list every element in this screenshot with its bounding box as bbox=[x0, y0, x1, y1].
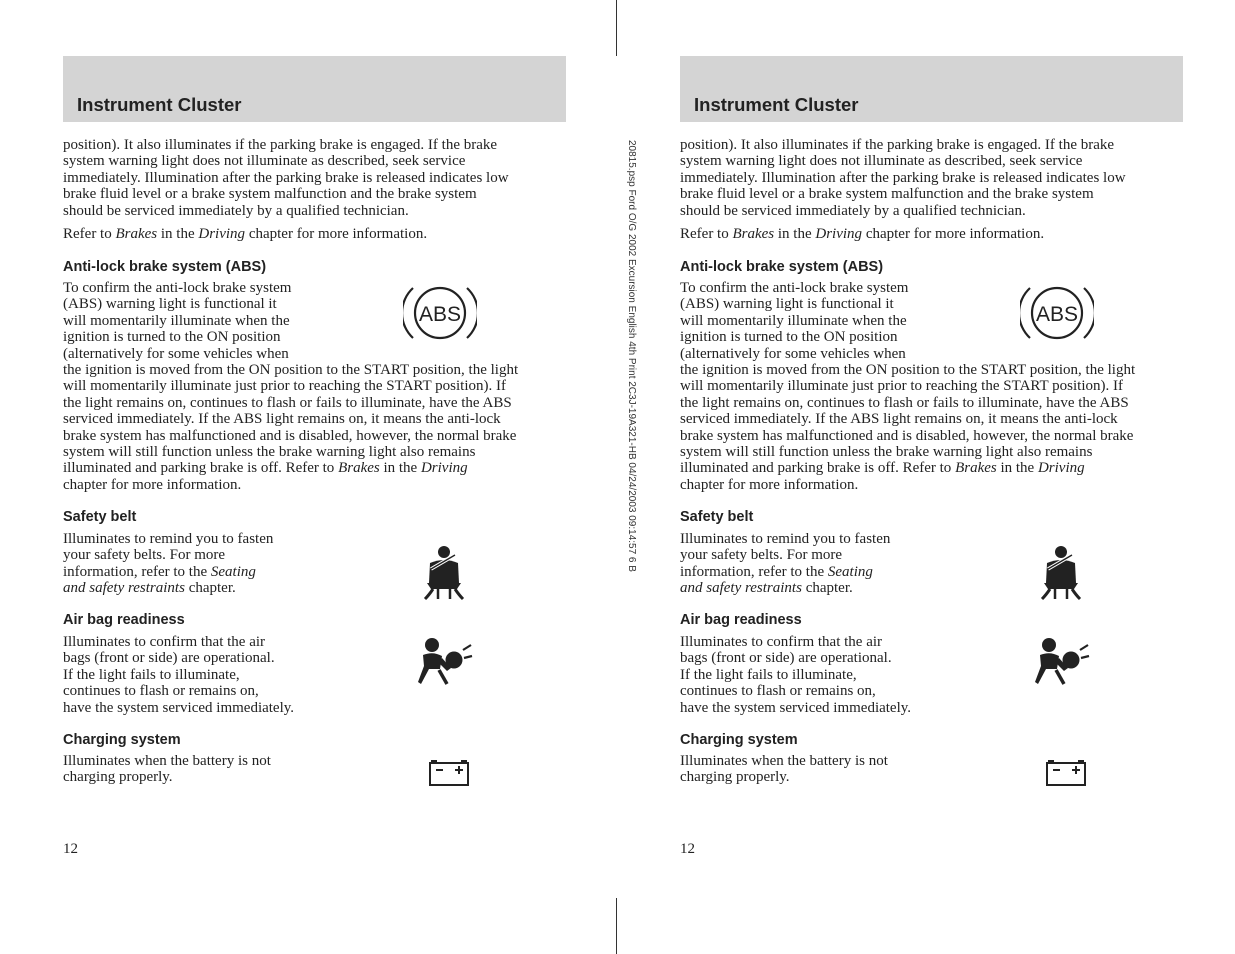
abs-warning-icon bbox=[1020, 282, 1094, 344]
airbag-heading: Air bag readiness bbox=[680, 612, 802, 628]
section-header bbox=[63, 56, 566, 122]
refer-paragraph: Refer to Brakes in the Driving chapter for more information. bbox=[63, 226, 428, 242]
abs-icon-label: ABS bbox=[1035, 303, 1079, 326]
abs-heading: Anti-lock brake system (ABS) bbox=[63, 259, 267, 275]
abs-heading: Anti-lock brake system (ABS) bbox=[680, 259, 884, 275]
charging-heading: Charging system bbox=[63, 732, 181, 748]
battery-icon bbox=[428, 758, 470, 788]
abs-paragraph: To confirm the anti-lock brake system (ABS) warning light is functional it will momentarily illuminate when the ignition is turned to the ON position (alternatively for some vehicles when the ignition is moved from the ON position to the START position, the light will momentarily illuminate just prior to reaching the START position). If the light remains on, continues to flash or fails to illuminate, have the ABS serviced immediately. If the ABS light remains on, it means the anti-lock brake system has malfunctioned and is disabled, however, the normal brake system will still function unless the brake warning light also remains illuminated and parking brake is off. Refer to Brakes in the Driving chapter for more information. bbox=[63, 280, 519, 493]
safety-belt-heading: Safety belt bbox=[63, 509, 137, 525]
abs-warning-icon bbox=[403, 282, 477, 344]
crop-mark-top bbox=[616, 0, 617, 56]
section-title: Instrument Cluster bbox=[77, 94, 242, 115]
page-number: 12 bbox=[680, 841, 695, 857]
page-right bbox=[680, 0, 1183, 954]
airbag-paragraph: Illuminates to confirm that the air bags (front or side) are operational. If the light fails to illuminate, continues to flash or remains on, have the system serviced immediately. bbox=[680, 634, 912, 716]
safety-belt-paragraph: Illuminates to remind you to fasten your safety belts. For more information, refer to the Seating and safety restraints chapter. bbox=[680, 531, 891, 597]
page-left bbox=[63, 0, 566, 954]
seatbelt-icon bbox=[1036, 543, 1086, 601]
section-header bbox=[680, 56, 1183, 122]
safety-belt-paragraph: Illuminates to remind you to fasten your safety belts. For more information, refer to the Seating and safety restraints chapter. bbox=[63, 531, 274, 597]
battery-icon bbox=[1045, 758, 1087, 788]
airbag-icon bbox=[1034, 636, 1090, 686]
intro-paragraph: position). It also illuminates if the parking brake is engaged. If the brake system warning light does not illuminate as described, seek service immediately. Illumination after the parking brake is released indicates low brake fluid level or a brake system malfunction and the brake system should be serviced immediately by a qualified technician. bbox=[63, 137, 509, 219]
intro-paragraph: position). It also illuminates if the parking brake is engaged. If the brake system warning light does not illuminate as described, seek service immediately. Illumination after the parking brake is released indicates low brake fluid level or a brake system malfunction and the brake system should be serviced immediately by a qualified technician. bbox=[680, 137, 1126, 219]
abs-paragraph: To confirm the anti-lock brake system (ABS) warning light is functional it will momentarily illuminate when the ignition is turned to the ON position (alternatively for some vehicles when the ignition is moved from the ON position to the START position, the light will momentarily illuminate just prior to reaching the START position). If the light remains on, continues to flash or fails to illuminate, have the ABS serviced immediately. If the ABS light remains on, it means the anti-lock brake system has malfunctioned and is disabled, however, the normal brake system will still function unless the brake warning light also remains illuminated and parking brake is off. Refer to Brakes in the Driving chapter for more information. bbox=[680, 280, 1136, 493]
charging-heading: Charging system bbox=[680, 732, 798, 748]
airbag-heading: Air bag readiness bbox=[63, 612, 185, 628]
seatbelt-icon bbox=[419, 543, 469, 601]
print-info: 20815.psp Ford O/G 2002 Excursion English 4th Print 2C3J-19A321-HB 04/24/2003 09:14:57 6 B bbox=[626, 140, 637, 572]
abs-icon-label: ABS bbox=[418, 303, 462, 326]
charging-paragraph: Illuminates when the battery is not charging properly. bbox=[680, 753, 888, 786]
airbag-paragraph: Illuminates to confirm that the air bags (front or side) are operational. If the light fails to illuminate, continues to flash or remains on, have the system serviced immediately. bbox=[63, 634, 295, 716]
section-title: Instrument Cluster bbox=[694, 94, 859, 115]
refer-paragraph: Refer to Brakes in the Driving chapter for more information. bbox=[680, 226, 1045, 242]
crop-mark-bottom bbox=[616, 898, 617, 954]
safety-belt-heading: Safety belt bbox=[680, 509, 754, 525]
airbag-icon bbox=[417, 636, 473, 686]
page-number: 12 bbox=[63, 841, 78, 857]
charging-paragraph: Illuminates when the battery is not charging properly. bbox=[63, 753, 271, 786]
